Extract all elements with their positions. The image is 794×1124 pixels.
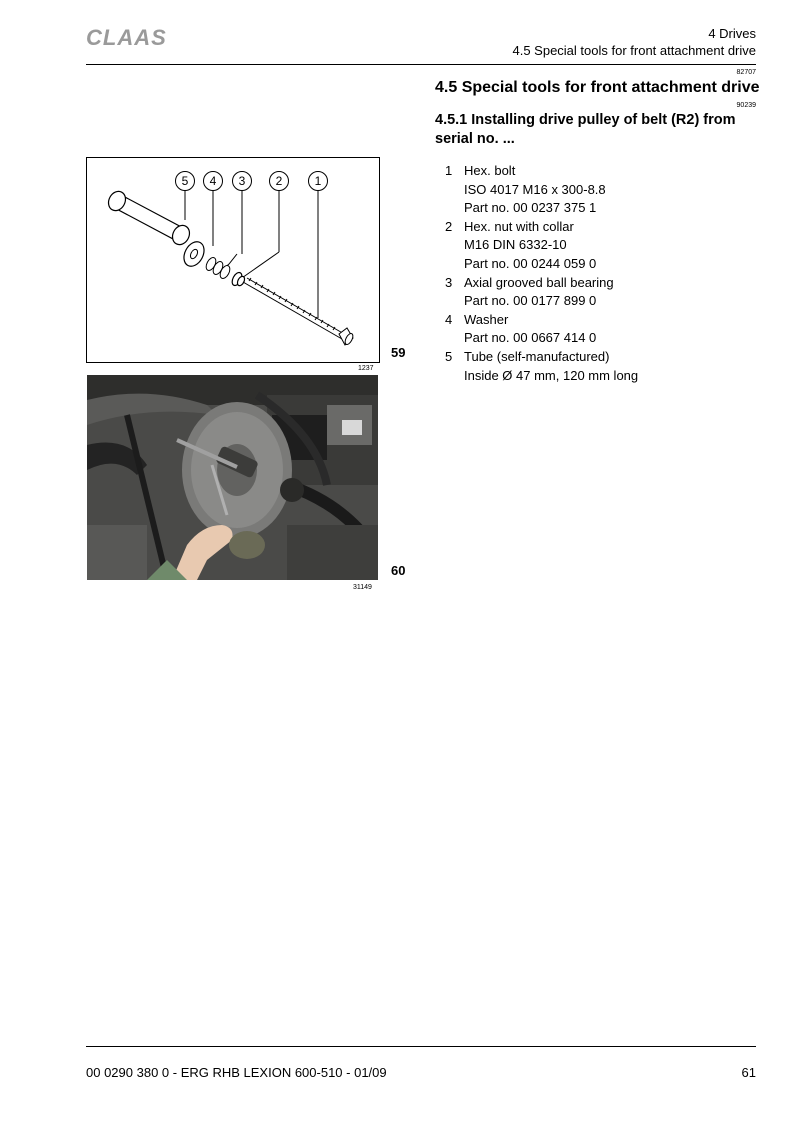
callout-3: 3: [238, 174, 246, 188]
claas-logo: [86, 24, 196, 50]
part-spec: ISO 4017 M16 x 300-8.8: [464, 181, 606, 197]
header-chapter: 4 Drives: [708, 26, 756, 41]
parts-list-item: [445, 274, 638, 311]
part-description: Hex. nut with collar: [464, 218, 574, 234]
callout-1: 1: [314, 174, 322, 188]
part-number: 3: [445, 274, 453, 290]
part-spec: Inside Ø 47 mm, 120 mm long: [464, 367, 639, 383]
subheading-reference-code: 90239: [736, 102, 756, 109]
part-spec: M16 DIN 6332-10: [464, 237, 567, 253]
part-order-number: Part no. 00 0237 375 1: [464, 200, 597, 216]
figure-number-60: 60: [391, 563, 406, 578]
image-code-31149: 31149: [353, 584, 372, 591]
subsection-heading: 4.5.1 Installing drive pulley of belt (R2) from serial no. ...: [435, 112, 736, 147]
footer-rule: [86, 1046, 756, 1047]
logo-text: CLAAS: [86, 25, 167, 50]
footer-page-number: 61: [741, 1065, 756, 1080]
parts-list-item: [445, 162, 638, 218]
figure-number-59: 59: [391, 345, 406, 360]
installation-photo: [87, 375, 378, 580]
callout-5: 5: [181, 174, 189, 188]
parts-list-item: [445, 348, 638, 385]
heading-reference-code: 82707: [736, 69, 756, 76]
callout-2: 2: [275, 174, 283, 188]
part-description: Axial grooved ball bearing: [464, 274, 614, 290]
part-description: Washer: [464, 311, 509, 327]
part-number: 5: [445, 348, 453, 364]
part-order-number: Part no. 00 0667 414 0: [464, 330, 597, 346]
parts-list-item: [445, 218, 638, 274]
header-rule: [86, 64, 756, 65]
part-description: Tube (self-manufactured): [464, 348, 610, 364]
footer-document-number: 00 0290 380 0 - ERG RHB LEXION 600-510 - 01/09: [86, 1065, 387, 1080]
image-code-1237: 1237: [358, 365, 374, 372]
header-section: 4.5 Special tools for front attachment drive: [512, 43, 756, 58]
part-order-number: Part no. 00 0244 059 0: [464, 255, 597, 271]
part-number: 1: [445, 163, 453, 178]
parts-list: [445, 162, 638, 385]
part-order-number: Part no. 00 0177 899 0: [464, 293, 597, 309]
tool-exploded-drawing: [86, 157, 380, 363]
part-number: 4: [445, 311, 453, 327]
callout-4: 4: [209, 174, 217, 188]
part-description: Hex. bolt: [464, 163, 516, 178]
section-heading: 4.5 Special tools for front attachment drive: [435, 79, 760, 96]
part-number: 2: [445, 218, 453, 234]
parts-list-item: [445, 311, 638, 348]
